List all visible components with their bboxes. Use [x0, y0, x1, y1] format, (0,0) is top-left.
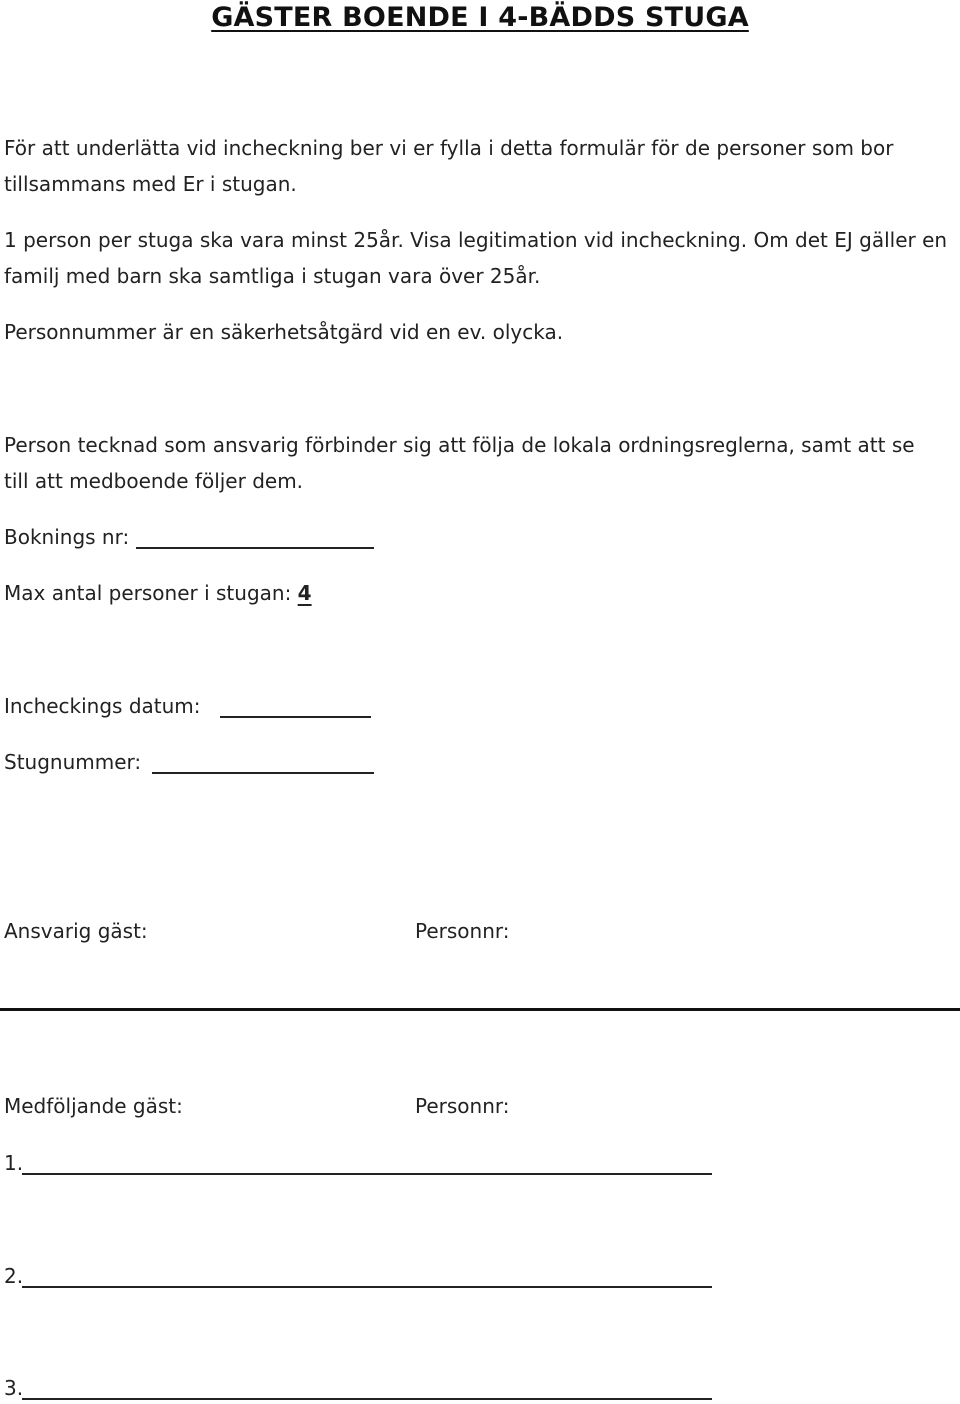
max-persons-value: 4	[297, 581, 312, 605]
responsible-guest-label: Ansvarig gäst:	[4, 919, 148, 943]
accompanying-row-1-field[interactable]	[22, 1153, 712, 1175]
page-title: GÄSTER BOENDE I 4-BÄDDS STUGA	[211, 2, 749, 33]
accompanying-pnr-label: Personnr:	[415, 1094, 510, 1118]
booking-number-field[interactable]	[136, 527, 374, 549]
responsibility-line-2: till att medboende följer dem.	[4, 469, 304, 493]
accompanying-row-1-number: 1.	[4, 1151, 24, 1175]
intro-line-1: För att underlätta vid incheckning ber vi er fylla i detta formulär för de personer som bor	[4, 136, 894, 160]
checkin-date-label: Incheckings datum:	[4, 694, 201, 718]
accompanying-row-3-number: 3.	[4, 1376, 24, 1400]
max-persons-label: Max antal personer i stugan:	[4, 581, 292, 605]
accompanying-guest-label: Medföljande gäst:	[4, 1094, 183, 1118]
personnummer-note: Personnummer är en säkerhetsåtgärd vid en ev. olycka.	[4, 320, 564, 344]
accompanying-row-3-field[interactable]	[22, 1378, 712, 1400]
age-rule-line-2: familj med barn ska samtliga i stugan vara över 25år.	[4, 264, 541, 288]
responsible-pnr-label: Personnr:	[415, 919, 510, 943]
max-persons-row	[4, 581, 312, 605]
accompanying-row-2-field[interactable]	[22, 1266, 712, 1288]
responsibility-line-1: Person tecknad som ansvarig förbinder sig att följa de lokala ordningsreglerna, samt att se	[4, 433, 915, 457]
cabin-number-field[interactable]	[152, 752, 374, 774]
cabin-number-label: Stugnummer:	[4, 750, 142, 774]
checkin-date-field[interactable]	[220, 696, 371, 718]
accompanying-row-2-number: 2.	[4, 1264, 24, 1288]
booking-number-label: Boknings nr:	[4, 525, 130, 549]
intro-line-2: tillsammans med Er i stugan.	[4, 172, 297, 196]
age-rule-line-1: 1 person per stuga ska vara minst 25år. Visa legitimation vid incheckning. Om det EJ gäller en	[4, 228, 948, 252]
responsible-guest-field[interactable]	[0, 1008, 960, 1011]
